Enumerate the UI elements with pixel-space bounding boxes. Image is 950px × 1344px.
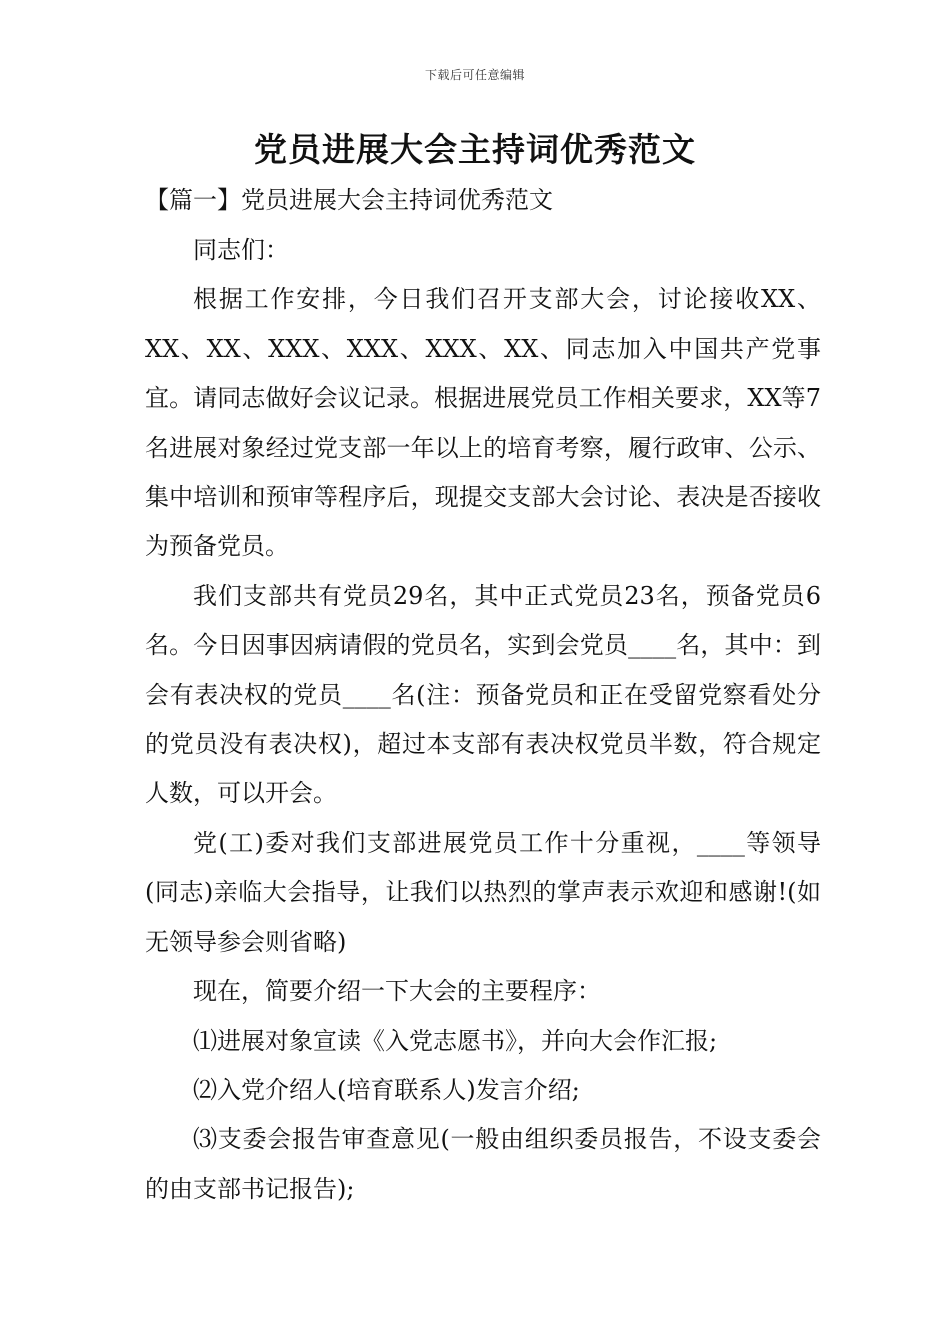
paragraph: ⑵入党介绍人(培育联系人)发言介绍; [193,1075,580,1104]
paragraph: 根据工作安排，今日我们召开支部大会，讨论接收XX、XX、XX、XXX、XXX、XXX、XX、同志加入中国共产党事宜。请同志做好会议记录。根据进展党员工作相关要求，XX等7名进展对象经过党支部一年以上的培育考察，履行政审、公示、集中培训和预审等程序后，现提交支部大会讨论、表决是否接收为预备党员。 [145,285,821,561]
paragraph: ⑴进展对象宣读《入党志愿书》，并向大会作汇报; [193,1026,718,1055]
paragraph: ⑶支委会报告审查意见(一般由组织委员报告，不设支委会的由支部书记报告); [145,1125,821,1203]
document-title: 党员进展大会主持词优秀范文 [254,130,696,169]
section-heading: 【篇一】党员进展大会主持词优秀范文 [145,186,553,214]
paragraph: 我们支部共有党员29名，其中正式党员23名，预备党员6名。今日因事因病请假的党员名，实到会党员____名，其中：到会有表决权的党员____名(注：预备党员和正在受留党察看处分的党员没有表决权)，超过本支部有表决权党员半数，符合规定人数，可以开会。 [145,581,821,808]
paragraph: 同志们： [193,236,289,264]
header-note: 下载后可任意编辑 [424,68,525,82]
paragraph: 党(工)委对我们支部进展党员工作十分重视，____等领导(同志)亲临大会指导，让我们以热烈的掌声表示欢迎和感谢!(如无领导参会则省略) [145,828,821,956]
paragraph: 现在，简要介绍一下大会的主要程序： [193,977,601,1006]
document-body [145,226,821,1214]
